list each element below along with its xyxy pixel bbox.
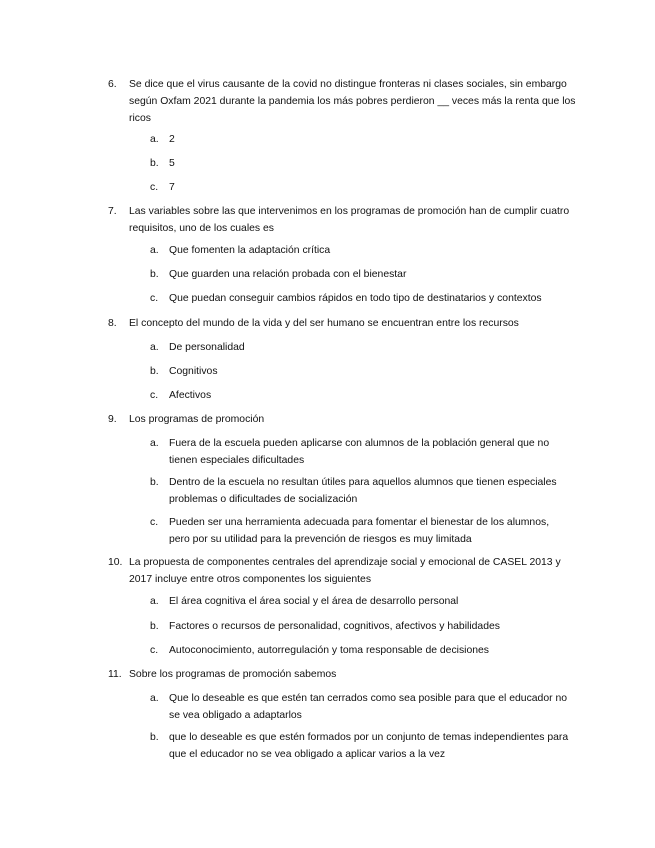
question-7-option-c [150,290,570,307]
question-11 [108,666,578,683]
option-text: que lo deseable es que estén formados por un conjunto de temas independientes para que el educador no se vea obligado a aplicar varios a la vez [169,732,569,760]
question-number: 8. [108,318,117,329]
option-letter: b. [150,366,159,377]
question-8-option-b [150,363,570,380]
option-text: Autoconocimiento, autorregulación y toma responsable de decisiones [169,645,489,656]
option-letter: b. [150,477,159,488]
option-text: 5 [169,158,175,169]
question-7-option-b [150,266,570,283]
option-text: De personalidad [169,342,245,353]
question-9-option-a [150,435,570,469]
question-7 [108,203,578,237]
option-letter: c. [150,645,159,656]
question-7-option-a [150,242,570,259]
option-letter: b. [150,732,159,743]
question-11-option-a [150,690,570,724]
option-text: Pueden ser una herramienta adecuada para fomentar el bienestar de los alumnos, pero por su utilidad para la prevención de riesgos es muy limitada [169,517,550,545]
option-letter: a. [150,134,159,145]
question-6 [108,76,578,127]
question-9-option-b [150,474,570,508]
question-9 [108,411,578,428]
option-letter: c. [150,390,159,401]
option-text: Dentro de la escuela no resultan útiles para aquellos alumnos que tienen especiales problemas o dificultades de socialización [169,477,557,505]
option-text: 7 [169,182,175,193]
question-6-option-b [150,155,570,172]
question-6-option-a [150,131,570,148]
option-text: El área cognitiva el área social y el área de desarrollo personal [169,596,459,607]
option-letter: a. [150,693,159,704]
option-letter: c. [150,182,159,193]
question-8 [108,315,578,332]
question-number: 9. [108,414,117,425]
question-text: Las variables sobre las que intervenimos en los programas de promoción han de cumplir cuatro requisitos, uno de los cuales es [129,206,570,234]
option-text: 2 [169,134,175,145]
option-letter: c. [150,293,159,304]
option-letter: a. [150,342,159,353]
option-letter: b. [150,621,159,632]
question-text: Sobre los programas de promoción sabemos [129,669,337,680]
question-9-option-c [150,514,570,548]
question-10 [108,554,578,588]
option-text: Fuera de la escuela pueden aplicarse con alumnos de la población general que no tienen especiales dificultades [169,438,550,466]
question-number: 7. [108,206,117,217]
option-letter: a. [150,438,159,449]
option-letter: b. [150,158,159,169]
question-11-option-b [150,729,570,763]
question-text: Se dice que el virus causante de la covid no distingue fronteras ni clases sociales, sin embargo según Oxfam 2021 durante la pandemia los más pobres perdieron __ veces más la renta que los ricos [129,79,576,124]
question-6-option-c [150,179,570,196]
question-10-option-b [150,618,570,635]
question-8-option-a [150,339,570,356]
question-number: 10. [108,557,123,568]
option-letter: c. [150,517,159,528]
question-number: 6. [108,79,117,90]
question-text: La propuesta de componentes centrales del aprendizaje social y emocional de CASEL 2013 y 2017 incluye entre otros componentes los siguientes [129,557,561,585]
option-letter: a. [150,245,159,256]
option-text: Que lo deseable es que estén tan cerrados como sea posible para que el educador no se vea obligado a adaptarlos [169,693,567,721]
question-10-option-a [150,593,570,610]
question-text: El concepto del mundo de la vida y del ser humano se encuentran entre los recursos [129,318,519,329]
option-text: Cognitivos [169,366,218,377]
question-text: Los programas de promoción [129,414,265,425]
option-text: Que puedan conseguir cambios rápidos en todo tipo de destinatarios y contextos [169,293,542,304]
question-8-option-c [150,387,570,404]
option-text: Factores o recursos de personalidad, cognitivos, afectivos y habilidades [169,621,500,632]
option-text: Que fomenten la adaptación crítica [169,245,331,256]
option-text: Afectivos [169,390,212,401]
option-letter: b. [150,269,159,280]
option-letter: a. [150,596,159,607]
option-text: Que guarden una relación probada con el bienestar [169,269,407,280]
question-10-option-c [150,642,570,659]
question-number: 11. [108,669,122,680]
